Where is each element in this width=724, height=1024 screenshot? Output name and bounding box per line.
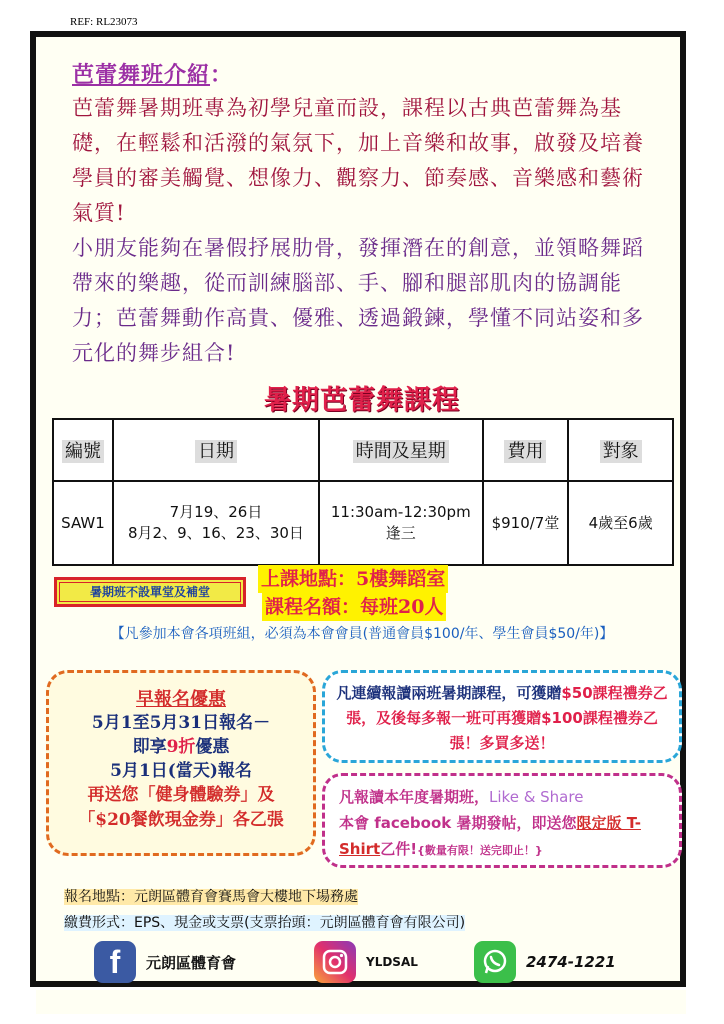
promo2-text-a: 凡報讀本年度暑期班， xyxy=(339,788,490,806)
header-code-text: 編號 xyxy=(62,440,104,463)
promo1-amount-50: $50 xyxy=(561,684,593,702)
header-date xyxy=(113,419,319,481)
discount-suffix: 優惠 xyxy=(195,737,230,757)
no-single-class-notice xyxy=(54,577,246,607)
table-header-row xyxy=(53,419,673,481)
address-text: 報名地點：元朗區體育會賽馬會大樓地下場務處 xyxy=(64,889,358,905)
promo2-tshirt: 限定版 T-Shirt xyxy=(339,814,641,858)
header-date-text: 日期 xyxy=(195,440,237,463)
early-bird-title: 早報名優惠 xyxy=(136,689,226,710)
discount-number: 9 xyxy=(166,737,179,757)
cell-code: SAW1 xyxy=(53,481,113,565)
facebook-icon: f xyxy=(94,941,136,983)
promo2-like-share: Like & Share xyxy=(489,788,584,806)
header-time xyxy=(319,419,483,481)
instagram-handle: YLDSAL xyxy=(366,955,418,969)
cell-date xyxy=(113,481,319,565)
early-bird-gift-2: 「$20餐飲現金券」各乙張 xyxy=(78,810,284,830)
facebook-name: 元朗區體育會 xyxy=(146,953,237,972)
whatsapp-contact[interactable] xyxy=(474,940,616,984)
header-time-text: 時間及星期 xyxy=(353,440,449,463)
time-range: 11:30am-12:30pm xyxy=(330,503,471,521)
header-fee xyxy=(483,419,569,481)
class-location-block xyxy=(258,565,448,621)
registration-address xyxy=(64,884,465,910)
notice-text: 暑期班不設單堂及補堂 xyxy=(89,585,210,599)
header-target-text: 對象 xyxy=(600,440,642,463)
intro-title xyxy=(72,58,652,89)
reference-number: REF: RL23073 xyxy=(70,16,138,28)
cell-fee: $910/7堂 xyxy=(483,481,569,565)
quota-line: 課程名額：每班20人 xyxy=(262,593,446,621)
promo2-limited: {數量有限！送完即止！} xyxy=(417,844,543,857)
header-target xyxy=(568,419,673,481)
cell-time xyxy=(319,481,483,565)
payment-methods xyxy=(64,910,465,936)
table-row xyxy=(53,481,673,565)
date-line-2: 8月2、9、16、23、30日 xyxy=(128,524,304,542)
course-table xyxy=(52,418,674,566)
early-bird-gift-1: 再送您「健身體驗券」及 xyxy=(87,785,275,805)
date-line-1: 7月19、26日 xyxy=(169,503,263,521)
intro-title-colon: ： xyxy=(210,62,234,88)
course-title: 暑期芭蕾舞課程 xyxy=(264,385,460,416)
discount-prefix: 即享 xyxy=(132,737,167,757)
intro-section xyxy=(72,58,652,371)
weekday: 逢三 xyxy=(385,524,416,542)
registration-info xyxy=(64,884,465,936)
whatsapp-number: 2474-1221 xyxy=(526,953,616,971)
promo1-text-c: 課程禮券乙張，及後每多報一班可再獲贈 xyxy=(346,684,668,727)
multi-course-promo xyxy=(322,670,682,763)
intro-paragraph-2: 小朋友能夠在暑假抒展肋骨，發揮潛在的創意，並領略舞蹈帶來的樂趣，從而訓練腦部、手、腳和腿部肌肉的協調能力；芭蕾舞動作高貴、優雅、透過鍛鍊，學懂不同站姿和多元化的舞步組合! xyxy=(72,236,644,365)
facebook-contact[interactable] xyxy=(94,940,236,984)
promo1-text-e: 課程禮券乙張！多買多送！ xyxy=(449,709,658,752)
location-line: 上課地點：5樓舞蹈室 xyxy=(258,565,448,593)
whatsapp-icon xyxy=(474,941,516,983)
header-fee-text: 費用 xyxy=(504,440,546,463)
promo2-text-c: 本會 facebook 暑期發帖，即送您 xyxy=(339,814,577,832)
early-bird-day: 5月1日(當天)報名 xyxy=(110,761,252,781)
promo1-text-a: 凡連續報讀兩班暑期課程，可獲贈 xyxy=(336,684,562,702)
early-bird-discount xyxy=(49,735,313,759)
facebook-share-promo xyxy=(322,773,682,868)
cell-target: 4歲至6歲 xyxy=(568,481,673,565)
bottom-strip xyxy=(36,990,686,1014)
instagram-icon xyxy=(314,941,356,983)
membership-requirement: 【凡參加本會各項班組，必須為本會會員(普通會員$100/年、學生會員$50/年)】 xyxy=(110,626,614,642)
header-code xyxy=(53,419,113,481)
instagram-contact[interactable] xyxy=(314,940,418,984)
intro-title-text: 芭蕾舞班介紹 xyxy=(72,62,211,88)
intro-paragraph-1: 芭蕾舞暑期班專為初學兒童而設，課程以古典芭蕾舞為基礎，在輕鬆和活潑的氣氛下，加上音樂和故事，啟發及培養學員的審美觸覺、想像力、觀察力、節奏感、音樂感和藝術氣質! xyxy=(72,96,644,225)
discount-unit: 折 xyxy=(178,737,196,757)
promo2-text-e: 乙件! xyxy=(380,840,418,858)
payment-text: 繳費形式：EPS、現金或支票(支票抬頭：元朗區體育會有限公司) xyxy=(64,915,466,931)
promo1-amount-100: $100 xyxy=(541,709,583,727)
early-bird-offer xyxy=(46,670,316,856)
early-bird-period: 5月1至5月31日報名－ xyxy=(91,713,271,733)
